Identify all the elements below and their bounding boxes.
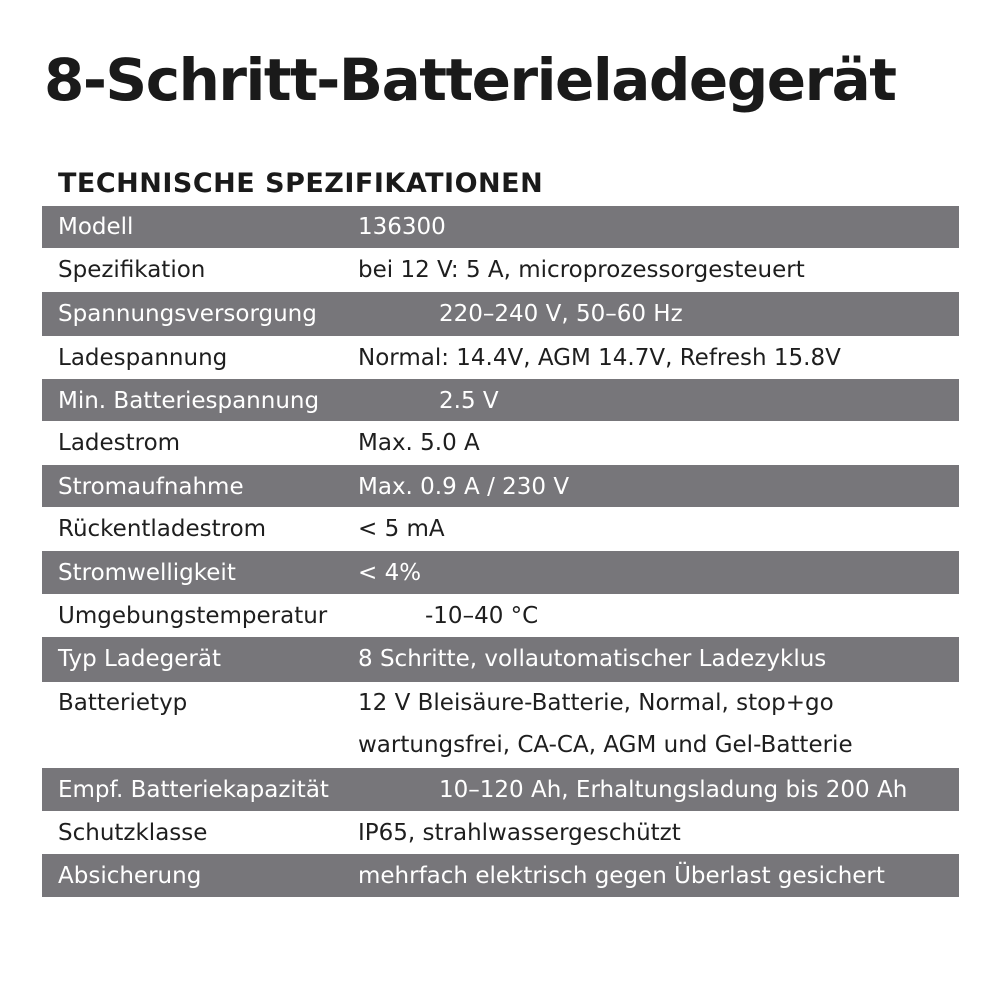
spec-label: Schutzklasse [58,820,208,846]
spec-value-line: 220–240 V, 50–60 Hz [439,301,683,327]
spec-value-line: mehrfach elektrisch gegen Überlast gesichert [358,863,885,889]
spec-row [42,465,959,507]
spec-value [358,854,885,898]
spec-value-line: bei 12 V: 5 A, microprozessorgesteuert [358,257,805,283]
spec-label: Stromaufnahme [58,474,244,500]
spec-value-line: < 5 mA [358,516,445,542]
spec-value [358,682,853,766]
spec-row [42,768,959,811]
spec-row [42,682,959,768]
spec-label: Typ Ladegerät [58,646,221,672]
spec-label: Umgebungstemperatur [58,603,328,629]
spec-value [425,594,538,638]
spec-label: Spezifikation [58,257,206,283]
spec-row [42,637,959,682]
spec-row [42,206,959,248]
spec-label: Modell [58,214,134,240]
spec-value-line: 2.5 V [439,388,499,414]
spec-value [358,421,480,465]
spec-value [358,811,681,855]
spec-value [358,551,421,595]
spec-label: Min. Batteriespannung [58,388,320,414]
spec-value [358,637,826,681]
spec-label: Spannungsversorgung [58,301,317,327]
spec-value-line: wartungsfrei, CA-CA, AGM und Gel-Batterie [358,732,853,758]
spec-label: Absicherung [58,863,202,889]
spec-row [42,551,959,594]
page-title: 8-Schritt-Batterieladegerät [44,46,896,114]
spec-value-line: -10–40 °C [425,603,539,629]
spec-row [42,292,959,336]
spec-value-line: Max. 5.0 A [358,430,480,456]
spec-row [42,594,959,637]
spec-label: Ladespannung [58,345,228,371]
spec-row [42,248,959,292]
spec-row [42,421,959,465]
spec-label: Empf. Batteriekapazität [58,777,329,803]
spec-value-line: 10–120 Ah, Erhaltungsladung bis 200 Ah [439,777,908,803]
spec-value-line: Max. 0.9 A / 230 V [358,474,570,500]
spec-value-line: 12 V Bleisäure-Batterie, Normal, stop+go [358,690,834,716]
spec-row [42,811,959,854]
spec-value [439,379,499,423]
spec-value [358,336,841,380]
spec-table [42,206,959,897]
spec-row [42,854,959,897]
spec-value-line: 8 Schritte, vollautomatischer Ladezyklus [358,646,827,672]
spec-value [358,206,446,249]
spec-label: Stromwelligkeit [58,560,236,586]
spec-value-line: 136300 [358,214,446,240]
spec-row [42,379,959,421]
spec-row [42,336,959,379]
spec-value-line: IP65, strahlwassergeschützt [358,820,681,846]
spec-value [439,292,683,336]
spec-label: Ladestrom [58,430,181,456]
spec-row [42,507,959,551]
spec-value [439,768,907,812]
spec-value-line: < 4% [358,560,422,586]
spec-value [358,248,805,292]
spec-value [358,507,445,551]
spec-label: Rückentladestrom [58,516,267,542]
spec-label: Batterietyp [58,690,188,716]
section-heading: TECHNISCHE SPEZIFIKATIONEN [58,168,544,199]
spec-value [358,465,569,509]
spec-value-line: Normal: 14.4V, AGM 14.7V, Refresh 15.8V [358,345,841,371]
